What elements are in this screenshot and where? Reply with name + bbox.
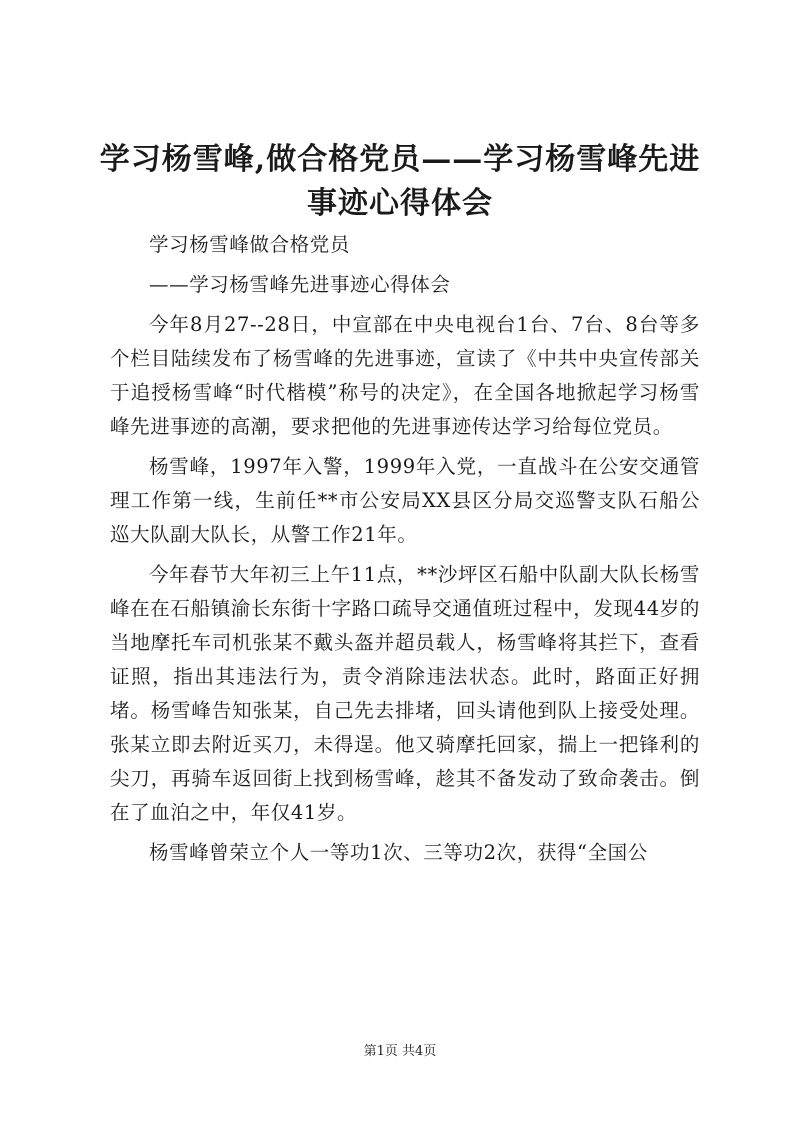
- page-footer: 第1页 共4页: [363, 1044, 437, 1059]
- title-line-2: 事迹心得体会: [307, 186, 493, 221]
- paragraph-4: 杨雪峰曾荣立个人一等功1次、三等功2次，获得“全国公: [149, 841, 648, 864]
- document-body: [110, 228, 700, 876]
- paragraph-2: 杨雪峰，1997年入警，1999年入党，一直战斗在公安交通管理工作第一线，生前任**市公安局XX县区分局交巡警支队石船公巡大队副大队长，从警工作21年。: [110, 455, 700, 546]
- paragraph-1: 今年8月27--28日，中宣部在中央电视台1台、7台、8台等多个栏目陆续发布了杨雪峰的先进事迹，宣读了《中共中央宣传部关于追授杨雪峰“时代楷模”称号的决定》，在全国各地掀起学习杨雪峰先进事迹的高潮，要求把他的先进事迹传达学习给每位党员。: [110, 313, 700, 438]
- document-title: [80, 138, 720, 226]
- subtitle-1: 学习杨雪峰做合格党员: [149, 233, 351, 256]
- subtitle-2: ——学习杨雪峰先进事迹心得体会: [149, 273, 451, 296]
- title-line-1: 学习杨雪峰,做合格党员——学习杨雪峰先进: [99, 142, 701, 177]
- paragraph-3: 今年春节大年初三上午11点，**沙坪区石船中队副大队长杨雪峰在在石船镇渝长东街十字路口疏导交通值班过程中，发现44岁的当地摩托车司机张某不戴头盔并超员载人，杨雪峰将其拦下，查看证照，指出其违法行为，责令消除违法状态。此时，路面正好拥堵。杨雪峰告知张某，自己先去排堵，回头请他到队上接受处理。张某立即去附近买刀，未得逞。他又骑摩托回家，揣上一把锋利的尖刀，再骑车返回街上找到杨雪峰，趁其不备发动了致命袭击。倒在了血泊之中，年仅41岁。: [110, 563, 700, 824]
